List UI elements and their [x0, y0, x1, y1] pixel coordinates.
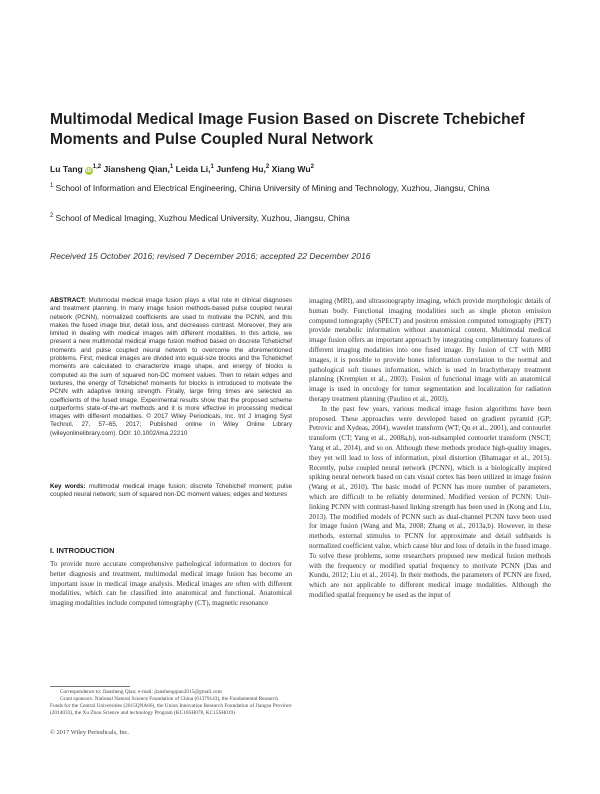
author-name: Leida Li,: [175, 164, 211, 174]
paragraph: To provide more accurate comprehensive pathological information to doctors for better diagnosis and treatment, multimodal medical image fusion has become an important issue in medical image analysis. Medical images are often with different modalities, which can be classified into anatomical and functional. Anatomical imaging modalities include computed tomography (CT), magnetic resonance: [50, 560, 292, 608]
author-affil-sup: 2: [310, 164, 314, 171]
right-column: [309, 297, 551, 601]
footnotes: [50, 689, 292, 717]
footnote-grant: Grant sponsors: National Natural Science Foundation of China (61379143), the Fundamental Research Funds for the Central Universities (2015QNA66), the Union Innovation Research Foundation of Jiangsu Province (2014033), the Xu Zhou Science and technology Program (KC16SH078, KC15SH019): [50, 696, 292, 716]
abstract: [50, 297, 292, 438]
keywords: [50, 483, 292, 500]
paper-title: Multimodal Medical Image Fusion Based on Discrete Tchebichef Moments and Pulse Coupled Nural Network: [50, 111, 525, 148]
author-affil-sup: 1: [169, 164, 174, 171]
abstract-text: Multimodal medical image fusion plays a vital role in clinical diagnoses and treatment planning. In many image fusion methods-based pulse coupled neural network (PCNN), normalized coefficients are used to motivate the PCNN, and this makes the fused image blur, detail loss, and decreases contrast. Moreover, they are limited in dealing with medical images with different modalities. In this article, we present a new multimodal medical image fusion method based on discrete Tchebichef moments and pulse coupled neural network to overcome the aforementioned problems. First, medical images are divided into equal-size blocks and the Tchebichef moments are calculated to characterize image shape, and energy of blocks is computed as the sum of squared non-DC moment values. Then to retain edges and textures, the energy of Tchebichef moments for blocks is introduced to motivate the PCNN with adaptive linking strength. Finally, large firing times are selected as coefficients of the fused image. Experimental results show that the proposed scheme outperforms state-of-the-art methods and it is more effective in processing medical images with different modalities.: [50, 297, 292, 421]
author-name: Xiang Wu: [271, 164, 311, 174]
paragraph: In the past few years, various medical image fusion algorithms have been proposed. These approaches were developed based on gradient pyramid (GP; Petrovic and Xydeas, 2004), wavelet transform (WT; Qu et al., 2001), and contourlet transform (CT; Yang et al., 2008a,b), non-subsampled contourlet transform (NSCT; Yang et al., 2014), and so on. Although these methods produce high-quality images, they yet will lead to loss of information, pixel distortion (Bhatnagar et al., 2015). Recently, pulse coupled neural network (PCNN), which is a biologically inspired spiking neural network based on cats visual cortex has been utilized in image fusion (Wang et al., 2010). The basic model of PCNN has more number of parameters, which are difficult to be reliably determined. Modified version of PCNN: Unit-linking PCNN with contrast-based linking strength has been used in (Kong and Liu, 2013). The modified models of PCNN such as dual-channel PCNN have been used for image fusion (Wang and Ma, 2008; Zhang et al., 2013a,b). However, in these methods, external stimulus to PCNN for approximate and detail subbands is normalized coefficient value, which cause blur and loss of details in the fused image. To solve these problems, some researchers proposed new medical fusion methods with the frequency or modified spatial frequency to motivate PCNN (Das and Kundu, 2012; Liu et al., 2014). In their methods, the parameters of PCNN are fixed, which are not applicable to different medical image modalities. Although the modified spatial frequency be used as the input of: [309, 404, 551, 599]
page-footer: © 2017 Wiley Periodicals, Inc.: [50, 729, 130, 736]
author-affil-sup: 1,2: [92, 164, 102, 171]
abstract-label: ABSTRACT:: [50, 297, 87, 304]
affiliation-1: [50, 180, 550, 194]
footnote-divider: [50, 686, 130, 687]
affiliation-number: 1: [50, 183, 54, 189]
intro-paragraph: [50, 560, 292, 609]
paragraph: imaging (MRI), and ultrasonography imaging, which provide morphologic details of human body. Functional imaging modalities such as single photon emission computed tomography (SPECT) and positron emission computed tomography (PET) provide metabolic information without anatomical content. Multimodal medical image fusion offers an important approach by integrating complimentary features of different imaging modalities into one fused image. By fusion of CT with MRI images, it is possible to provide bones information correlation to the normal and pathological soft tissues information, which is used in brachytherapy treatment planning (Krempien et al., 2003). Fusion of functional image with an anatomical image is used in oncology for tumor segmentation and localization for radiation therapy treatment planning (Paulino et al., 2003).: [309, 297, 551, 403]
footnote-correspondence: Correspondence to: Jiansheng Qian; e-mail: jianshengqian2015@gmail.com: [60, 689, 222, 695]
received-dates: Received 15 October 2016; revised 7 December 2016; accepted 22 December 2016: [50, 251, 371, 261]
keywords-text: multimodal medical image fusion; discrete Tchebichef moment; pulse coupled neural network; sum of squared non-DC moment values; edges and textures: [50, 483, 292, 499]
orcid-icon[interactable]: iD: [86, 168, 92, 174]
affiliation-number: 2: [50, 213, 54, 219]
author-name: Jiansheng Qian,: [103, 164, 170, 174]
affiliation-text: School of Information and Electrical Engineering, China University of Mining and Technology, Xuzhou, Jiangsu, China: [55, 182, 490, 193]
author-list: [50, 164, 550, 175]
author-name: Lu Tang: [50, 164, 83, 174]
section-heading-introduction: I. INTRODUCTION: [50, 546, 115, 555]
author-name: Junfeng Hu,: [216, 164, 266, 174]
author-affil-sup: 2: [265, 164, 270, 171]
abstract-copyright: © 2017 Wiley Periodicals, Inc. Int J Imaging Syst Technol, 27, 57–65, 2017; Published online in Wiley Online Library (wileyonlinelibrary.com). DOI: 10.1002/ima.22210: [50, 413, 293, 437]
affiliation-text: School of Medical Imaging, Xuzhou Medical University, Xuzhou, Jiangsu, China: [55, 212, 350, 223]
author-affil-sup: 1: [210, 164, 214, 171]
affiliation-2: [50, 210, 550, 224]
keywords-label: Key words:: [50, 483, 86, 490]
